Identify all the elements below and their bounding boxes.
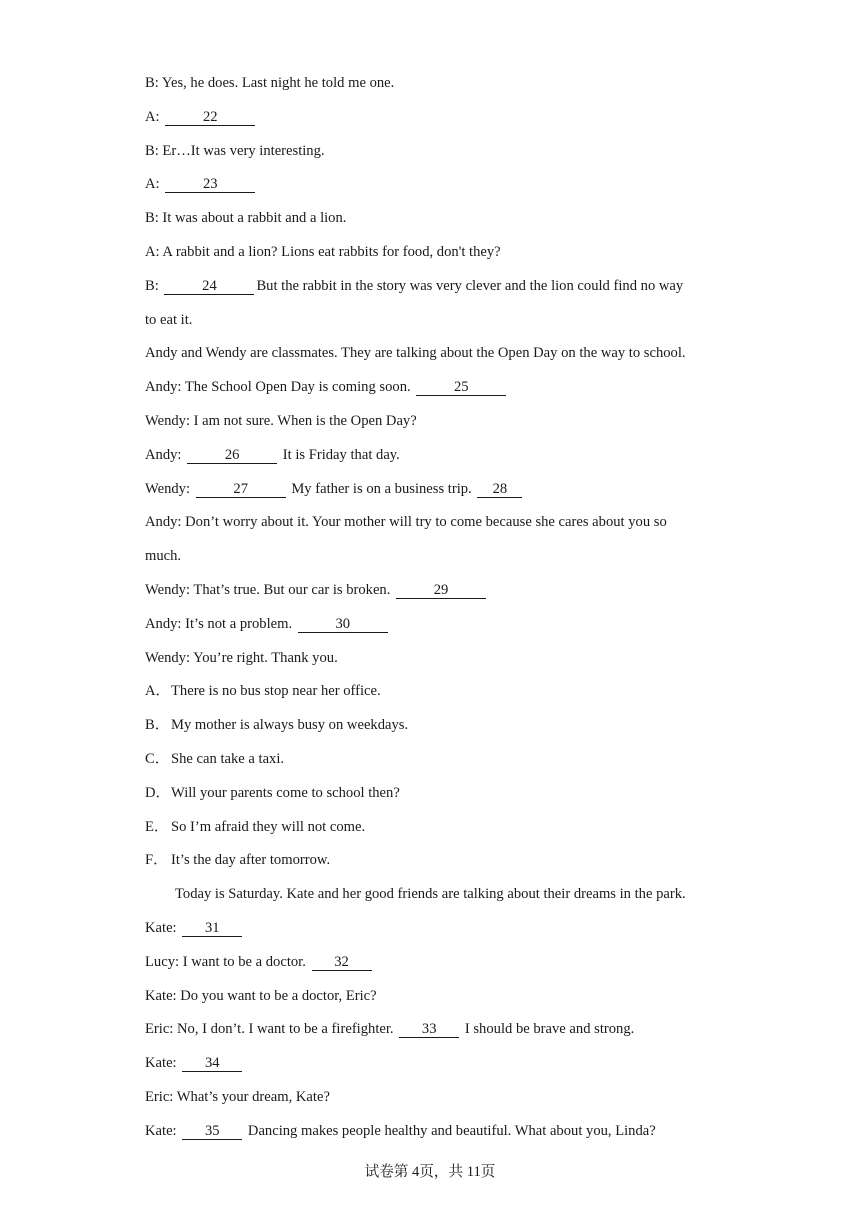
line-middle: My father is on a business trip. xyxy=(287,480,476,497)
dialogue-line xyxy=(145,1052,715,1086)
dialogue-line: Today is Saturday. Kate and her good friends are talking about their dreams in the park. xyxy=(175,886,686,903)
dialogue-line: Eric: What’s your dream, Kate? xyxy=(145,1088,330,1105)
line-prefix: B: xyxy=(145,277,163,294)
answer-blank: 27 xyxy=(196,481,286,498)
dialogue-line: A: A rabbit and a lion? Lions eat rabbits for food, don't they? xyxy=(145,243,501,260)
line-suffix: I should be brave and strong. xyxy=(461,1021,635,1038)
line-prefix: Lucy: I want to be a doctor. xyxy=(145,953,310,970)
dialogue-line: B: Yes, he does. Last night he told me one. xyxy=(145,75,395,91)
answer-blank: 32 xyxy=(312,954,372,971)
option-letter: E． xyxy=(145,818,169,835)
option-text: Will your parents come to school then? xyxy=(171,784,400,801)
line-prefix: Andy: xyxy=(145,446,186,463)
dialogue-line xyxy=(145,444,715,478)
dialogue-line xyxy=(145,106,715,140)
option-letter: F． xyxy=(145,852,168,869)
option-text: She can take a taxi. xyxy=(171,750,285,767)
line-prefix: Kate: xyxy=(145,1055,181,1072)
dialogue-line xyxy=(145,275,715,309)
answer-blank: 22 xyxy=(165,109,255,126)
line-suffix: It is Friday that day. xyxy=(279,446,400,463)
line-suffix: Dancing makes people healthy and beautiful. What about you, Linda? xyxy=(244,1122,656,1139)
line-prefix: A: xyxy=(145,176,164,193)
answer-blank: 25 xyxy=(416,379,506,396)
line-prefix: Eric: No, I don’t. I want to be a firefighter. xyxy=(145,1021,398,1038)
dialogue-line xyxy=(145,173,715,207)
dialogue-line: B: It was about a rabbit and a lion. xyxy=(145,210,347,227)
answer-blank: 34 xyxy=(182,1055,242,1072)
answer-blank: 33 xyxy=(399,1021,459,1038)
answer-blank: 23 xyxy=(165,176,255,193)
answer-blank: 28 xyxy=(477,481,522,498)
option-text: My mother is always busy on weekdays. xyxy=(171,717,409,734)
dialogue-line xyxy=(145,1120,715,1154)
dialogue-line: Wendy: I am not sure. When is the Open Day? xyxy=(145,412,417,429)
option-letter: A． xyxy=(145,683,171,700)
option-letter: C． xyxy=(145,750,170,767)
option-letter: B． xyxy=(145,717,170,734)
option-text: There is no bus stop near her office. xyxy=(171,683,381,700)
dialogue-line xyxy=(145,579,715,613)
dialogue-text xyxy=(145,72,715,1154)
answer-blank: 24 xyxy=(164,278,254,295)
dialogue-line: Andy: Don’t worry about it. Your mother will try to come because she cares about you so xyxy=(145,514,667,531)
dialogue-line: B: Er…It was very interesting. xyxy=(145,142,325,159)
dialogue-line xyxy=(145,376,715,410)
answer-option xyxy=(145,849,715,883)
line-prefix: Andy: The School Open Day is coming soon. xyxy=(145,379,415,396)
dialogue-line xyxy=(145,613,715,647)
answer-option xyxy=(145,748,715,782)
line-prefix: Wendy: xyxy=(145,480,194,497)
option-text: So I’m afraid they will not come. xyxy=(171,818,366,835)
dialogue-line: Wendy: You’re right. Thank you. xyxy=(145,649,338,666)
answer-option xyxy=(145,782,715,816)
answer-blank: 29 xyxy=(396,582,486,599)
page-footer: 试卷第 4页，共 11页 xyxy=(364,1164,496,1180)
line-prefix: A: xyxy=(145,108,164,125)
dialogue-line: Kate: Do you want to be a doctor, Eric? xyxy=(145,987,377,1004)
line-prefix: Wendy: That’s true. But our car is broken. xyxy=(145,581,395,598)
dialogue-line: Andy and Wendy are classmates. They are talking about the Open Day on the way to school. xyxy=(145,345,686,362)
answer-option xyxy=(145,680,715,714)
line-prefix: Kate: xyxy=(145,1122,181,1139)
dialogue-line xyxy=(145,478,715,512)
line-prefix: Andy: It’s not a problem. xyxy=(145,615,296,632)
option-text: It’s the day after tomorrow. xyxy=(171,852,331,869)
answer-blank: 26 xyxy=(187,447,277,464)
dialogue-line xyxy=(145,917,715,951)
line-suffix: But the rabbit in the story was very clever and the lion could find no way xyxy=(256,277,684,294)
answer-blank: 35 xyxy=(182,1123,242,1140)
line-prefix: Kate: xyxy=(145,919,181,936)
answer-blank: 30 xyxy=(298,616,388,633)
dialogue-line: much. xyxy=(145,548,182,565)
dialogue-line xyxy=(145,951,715,985)
option-letter: D． xyxy=(145,784,171,801)
answer-blank: 31 xyxy=(182,920,242,937)
dialogue-line: to eat it. xyxy=(145,311,193,328)
answer-option xyxy=(145,816,715,850)
answer-option xyxy=(145,714,715,748)
dialogue-line xyxy=(145,1018,715,1052)
